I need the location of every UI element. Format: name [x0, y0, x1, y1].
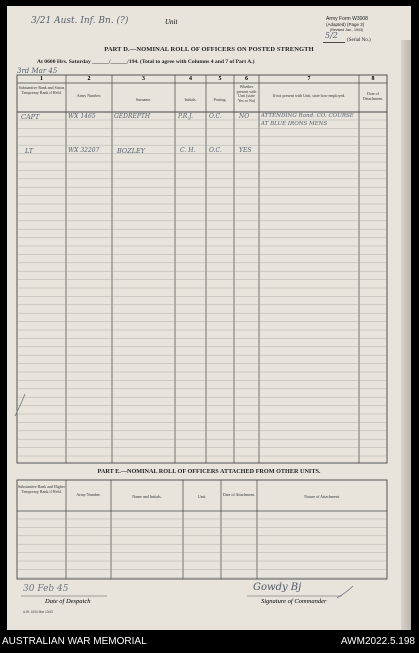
- col-header-detachment: Date of Detachment.: [362, 91, 384, 101]
- part-e-header-army-number: Army Number.: [76, 492, 101, 497]
- row1-posting: O.C.: [209, 113, 222, 120]
- col-header-surname: Surname.: [135, 97, 152, 102]
- page-edge-shadow: [401, 40, 411, 630]
- footer-accession-number: AWM2022.5.198: [340, 636, 415, 647]
- row2-initials: C. H.: [180, 147, 196, 154]
- col-number-4: 4: [189, 76, 192, 82]
- row1-army-number: WX 1465: [68, 113, 96, 120]
- row1-surname: GEDREPTH: [114, 113, 151, 120]
- despatch-label: Date of Despatch: [45, 598, 91, 605]
- unit-handwritten: 3/21 Aust. Inf. Bn. (?): [31, 16, 129, 26]
- col-header-present: Whether present with Unit (state Yes or No): [236, 84, 257, 103]
- form-revised: (Revised Jan., 1943): [330, 28, 364, 32]
- col-header-initials: Initials.: [184, 97, 197, 102]
- col-number-6: 6: [245, 76, 248, 82]
- row1-employed: ATTENDING Rand. CO. COURSE AT BLUE IRONS MENS: [261, 113, 354, 127]
- col-number-1: 1: [40, 76, 43, 82]
- row2-surname: BOZLEY: [117, 147, 146, 155]
- unit-label: Unit: [165, 18, 178, 26]
- form-page: [7, 6, 411, 630]
- commander-signature: Gowdy Bj: [253, 582, 302, 593]
- col-number-8: 8: [371, 76, 375, 82]
- serial-label: (Serial No.): [347, 38, 371, 43]
- col-number-2: 2: [87, 76, 91, 82]
- row2-present: YES: [239, 147, 252, 154]
- row2-posting: O.C.: [209, 147, 222, 154]
- despatch-handwritten: 30 Feb 45: [23, 584, 69, 594]
- serial-handwritten: 5/2: [325, 31, 338, 40]
- archive-footer: [0, 630, 419, 653]
- part-e-header-unit: Unit.: [197, 494, 207, 499]
- col-number-5: 5: [218, 76, 222, 82]
- row1-present: NO: [239, 113, 250, 120]
- form-title: Army Form W3008: [326, 16, 368, 22]
- row1-initials: P.R.J.: [178, 113, 193, 120]
- col-header-employed: If not present with Unit, state how employed.: [272, 93, 346, 98]
- col-header-army-number: Army Number.: [76, 93, 102, 98]
- part-d-subtitle: At 0600 Hrs. Saturday ______/______/194. (Total to agree with Columns 4 and 7 of Part A.): [37, 59, 255, 65]
- part-e-header-attachment-date: Date of Attachment.: [222, 492, 256, 497]
- part-e-header-nature: Nature of Attachment.: [304, 494, 340, 499]
- row2-army-number: WX 32207: [68, 147, 100, 154]
- col-header-rank: Substantive Rank and Status Temporary Rank if Held.: [18, 85, 65, 95]
- col-number-7: 7: [307, 76, 311, 82]
- col-header-posting: Posting.: [213, 97, 227, 102]
- footer-institution: AUSTRALIAN WAR MEMORIAL: [2, 636, 147, 647]
- part-d-title: PART D.—NOMINAL ROLL OF OFFICERS ON POSTED STRENGTH: [104, 46, 314, 53]
- col-number-3: 3: [142, 76, 145, 82]
- row1-rank: CAPT: [21, 113, 40, 121]
- date-handwritten: 3rd Mar 45: [17, 67, 58, 75]
- part-e-header-rank: Substantive Rank and Higher Temporary Rank if Held.: [18, 484, 65, 494]
- printer-note: A.W. 1004 Mar 10/43: [23, 610, 53, 614]
- part-e-title: PART E.—NOMINAL ROLL OF OFFICERS ATTACHED FROM OTHER UNITS.: [97, 468, 321, 475]
- part-e-header-name: Name and Initials.: [132, 494, 162, 499]
- commander-label: Signature of Commander: [261, 598, 327, 605]
- form-adapted: (Adapted) (Page 2): [326, 22, 365, 27]
- row2-rank: LT: [25, 147, 34, 155]
